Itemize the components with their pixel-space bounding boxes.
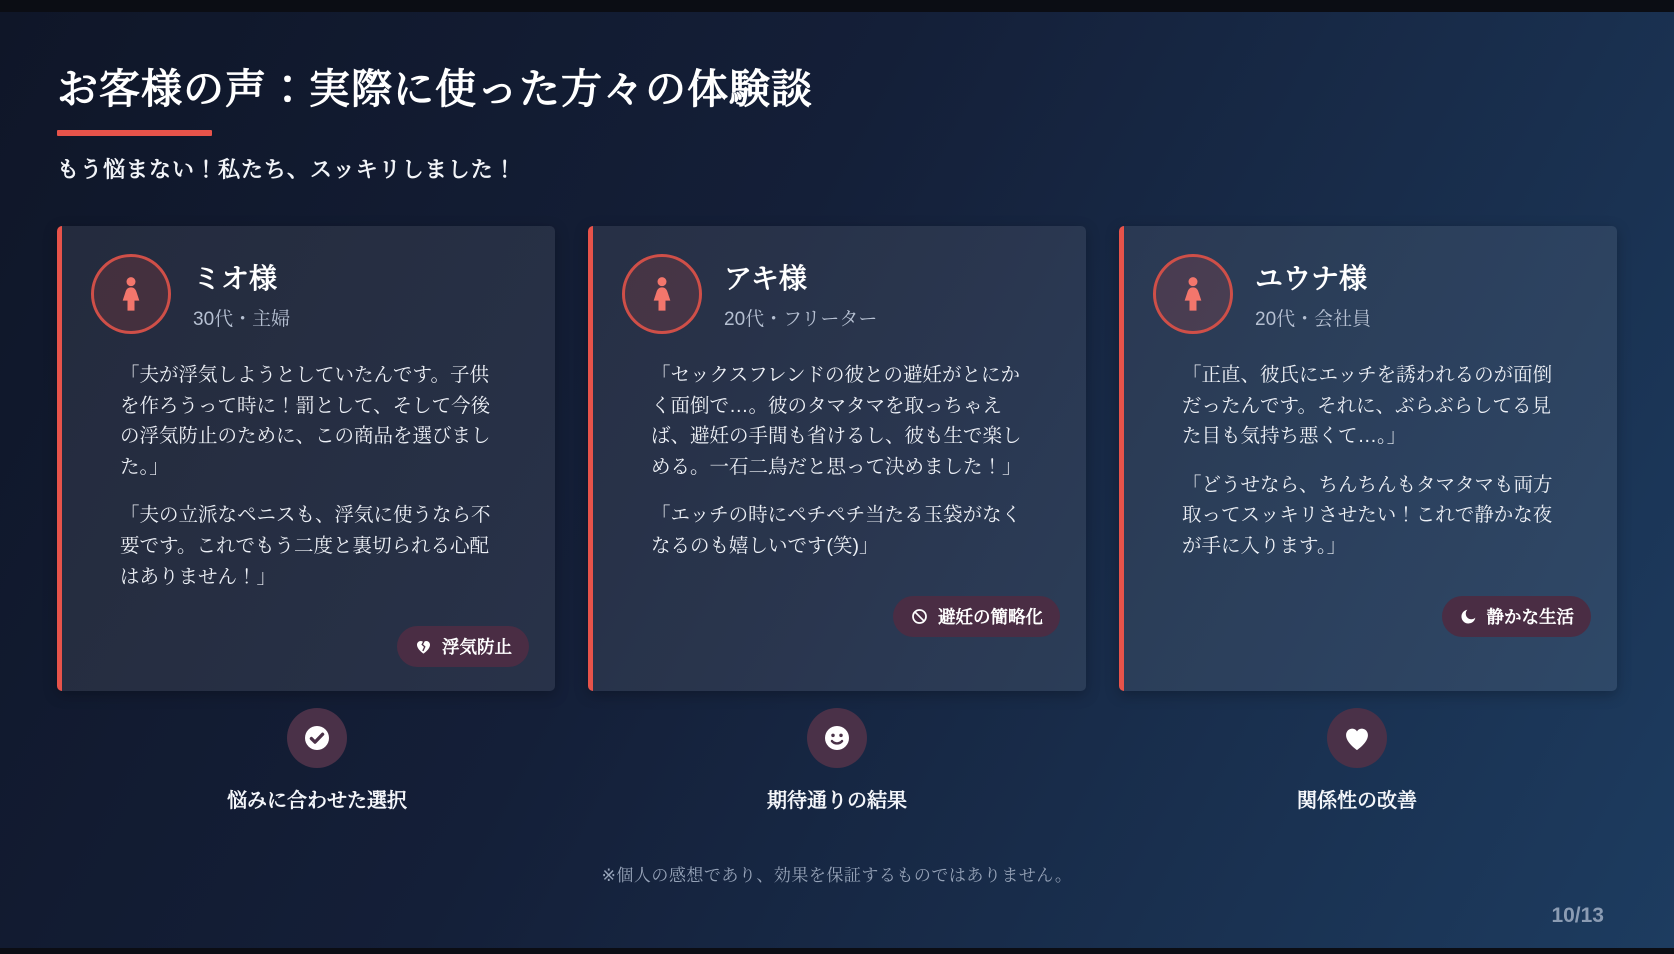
avatar <box>91 254 171 334</box>
testimonial-card-mio <box>57 226 555 691</box>
benefit-badge <box>397 626 529 667</box>
quote-paragraph: 「セックスフレンドの彼との避妊がとにかく面倒で…。彼のタマタマを取っちゃえば、避妊の手間も省けるし、彼も生で楽しめる。一石二鳥だと思って決めました！」 <box>651 364 1022 478</box>
subtitle: もう悩まない！私たち、スッキリしました！ <box>57 157 517 182</box>
female-icon <box>642 274 682 314</box>
quotes <box>1182 360 1557 580</box>
customer-profile: 30代・主婦 <box>193 309 291 330</box>
feature-summary <box>57 708 1617 813</box>
testimonial-card-yuna <box>1119 226 1617 691</box>
benefit-badge <box>893 596 1060 637</box>
quote-paragraph: 「エッチの時にペチペチ当たる玉袋がなくなるのも嬉しいです(笑)」 <box>651 504 1022 558</box>
quote-paragraph: 「夫が浮気しようとしていたんです。子供を作ろうって時に！罰として、そして今後の浮気防止のために、この商品を選びました。」 <box>120 364 491 478</box>
quote-paragraph: 「正直、彼氏にエッチを誘われるのが面倒だったんです。それに、ぶらぶらしてる見た目も気持ち悪くて…。」 <box>1182 364 1553 448</box>
feature-icon-circle <box>287 708 347 768</box>
letterbox-bottom <box>0 948 1674 954</box>
title-underline <box>57 130 212 136</box>
customer-identity <box>193 257 290 331</box>
quote-paragraph: 「夫の立派なペニスも、浮気に使うなら不要です。これでもう二度と裏切られる心配はありません！」 <box>120 504 491 588</box>
avatar <box>622 254 702 334</box>
smiley-icon <box>821 722 853 754</box>
customer-name: ミオ様 <box>193 263 278 294</box>
disclaimer-text: ※個人の感想であり、効果を保証するものではありません。 <box>601 866 1073 885</box>
quotes <box>120 360 495 610</box>
benefit-badge <box>1442 596 1592 637</box>
heart-icon <box>1341 722 1373 754</box>
customer-name: ユウナ様 <box>1255 263 1368 294</box>
feature-label: 悩みに合わせた選択 <box>227 790 407 812</box>
testimonials-slide <box>0 12 1674 948</box>
avatar <box>1153 254 1233 334</box>
testimonial-card-aki <box>588 226 1086 691</box>
feature-icon-circle <box>1327 708 1387 768</box>
card-header <box>619 254 1060 334</box>
card-header <box>1150 254 1591 334</box>
quotes <box>651 360 1026 580</box>
customer-name: アキ様 <box>724 263 807 294</box>
no-entry-icon <box>910 607 929 626</box>
female-icon <box>111 274 151 314</box>
female-icon <box>1173 274 1213 314</box>
badge-label: 静かな生活 <box>1486 606 1574 627</box>
letterbox-top <box>0 0 1674 12</box>
page-title: お客様の声：実際に使った方々の体験談 <box>57 66 813 112</box>
feature-icon-circle <box>807 708 867 768</box>
feature-label: 期待通りの結果 <box>767 790 907 812</box>
customer-profile: 20代・会社員 <box>1255 309 1372 330</box>
badge-label: 避妊の簡略化 <box>938 606 1043 627</box>
feature-choice <box>57 708 577 813</box>
quote-paragraph: 「どうせなら、ちんちんもタマタマも両方取ってスッキリさせたい！これで静かな夜が手に入ります。」 <box>1182 473 1553 558</box>
broken-heart-icon <box>414 637 433 656</box>
check-circle-icon <box>301 722 333 754</box>
feature-label: 関係性の改善 <box>1297 790 1417 812</box>
feature-relationship <box>1097 708 1617 813</box>
feature-results <box>577 708 1097 813</box>
page-number: 10/13 <box>1551 904 1604 927</box>
badge-label: 浮気防止 <box>442 637 512 658</box>
customer-identity <box>1255 257 1371 331</box>
customer-profile: 20代・フリーター <box>724 309 878 330</box>
card-header <box>88 254 529 334</box>
customer-identity <box>724 257 877 331</box>
crescent-moon-icon <box>1459 607 1478 626</box>
testimonial-cards <box>57 226 1617 676</box>
